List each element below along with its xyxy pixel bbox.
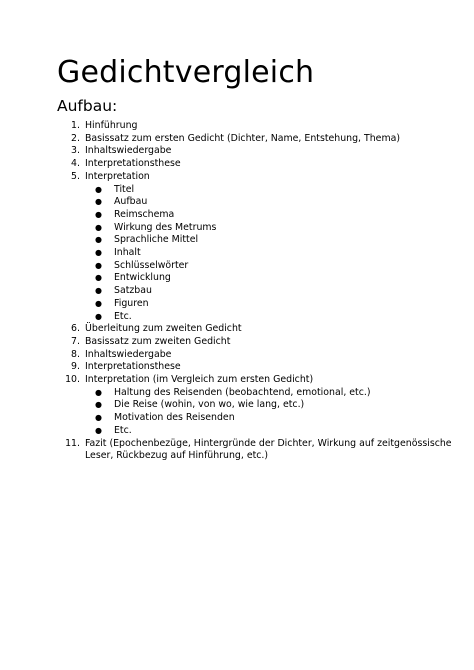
list-item-number: 2.	[71, 132, 80, 144]
list-item-text: Fazit (Epochenbezüge, Hintergründe der Dichter, Wirkung auf zeitgenössische Leser, Rückbezug auf Hinführung, etc.)	[85, 437, 452, 462]
sub-list-item	[57, 425, 457, 438]
sub-list-item-text: Etc.	[114, 310, 132, 322]
list-item-text: Inhaltswiedergabe	[85, 145, 172, 157]
sub-list-item	[57, 285, 457, 298]
list-item-text: Überleitung zum zweiten Gedicht	[85, 323, 242, 335]
sub-list-item	[57, 387, 457, 400]
sub-list-item-text: Satzbau	[114, 285, 152, 297]
bullet-icon: ●	[95, 235, 102, 245]
sub-list-item-text: Inhalt	[114, 247, 141, 259]
list-item-number: 4.	[71, 158, 80, 170]
list-item	[57, 120, 457, 133]
bullet-icon: ●	[95, 400, 102, 410]
bullet-icon: ●	[95, 273, 102, 283]
document-title: Gedichtvergleich	[57, 55, 315, 90]
list-item-number: 9.	[71, 361, 80, 373]
bullet-icon: ●	[95, 184, 102, 194]
list-item	[57, 336, 457, 349]
list-item	[57, 349, 457, 362]
sub-list-item-text: Aufbau	[114, 196, 148, 208]
bullet-icon: ●	[95, 425, 102, 435]
list-item	[57, 374, 457, 387]
sub-list-item-text: Entwicklung	[114, 272, 171, 284]
list-item	[57, 438, 457, 463]
bullet-icon: ●	[95, 413, 102, 423]
list-item-text: Basissatz zum zweiten Gedicht	[85, 335, 231, 347]
list-item-text: Hinführung	[85, 120, 138, 131]
bullet-icon: ●	[95, 248, 102, 258]
sub-list-item-text: Die Reise (wohin, von wo, wie lang, etc.)	[114, 399, 305, 411]
list-item-text: Interpretationsthese	[85, 361, 181, 373]
sub-list-item	[57, 412, 457, 425]
bullet-icon: ●	[95, 260, 102, 270]
list-item	[57, 323, 457, 336]
sub-list-item	[57, 399, 457, 412]
bullet-icon: ●	[95, 298, 102, 308]
list-item	[57, 171, 457, 184]
list-item-number: 10.	[65, 374, 80, 386]
list-item	[57, 133, 457, 146]
sub-list-item	[57, 222, 457, 235]
sub-list-item-text: Wirkung des Metrums	[114, 221, 217, 233]
list-item-text: Basissatz zum ersten Gedicht (Dichter, Name, Entstehung, Thema)	[85, 132, 400, 144]
bullet-icon: ●	[95, 286, 102, 296]
sub-list-item-text: Motivation des Reisenden	[114, 412, 235, 424]
list-item-text: Interpretationsthese	[85, 158, 181, 170]
bullet-icon: ●	[95, 209, 102, 219]
bullet-icon: ●	[95, 222, 102, 232]
sub-list-item-text: Titel	[114, 183, 135, 195]
list-item-number: 7.	[71, 335, 80, 347]
sub-list-item-text: Schlüsselwörter	[114, 259, 189, 271]
sub-list-item-text: Etc.	[114, 424, 132, 436]
sub-list-item-text: Haltung des Reisenden (beobachtend, emotional, etc.)	[114, 386, 371, 398]
bullet-icon: ●	[95, 387, 102, 397]
list-item-number: 5.	[71, 170, 80, 182]
sub-list-item	[57, 234, 457, 247]
sub-list-item-text: Sprachliche Mittel	[114, 234, 199, 246]
bullet-icon: ●	[95, 311, 102, 321]
sub-list-item	[57, 196, 457, 209]
sub-list-item-text: Reimschema	[114, 208, 175, 220]
list-item-number: 6.	[71, 323, 80, 335]
bullet-icon: ●	[95, 197, 102, 207]
outline-list	[57, 120, 457, 463]
list-item-number: 11.	[65, 437, 80, 449]
list-item-number: 1.	[71, 120, 80, 131]
sub-list-item-text: Figuren	[114, 297, 149, 309]
list-item	[57, 158, 457, 171]
list-item	[57, 361, 457, 374]
list-item-number: 3.	[71, 145, 80, 157]
section-heading: Aufbau:	[57, 97, 118, 115]
sub-list-item	[57, 247, 457, 260]
list-item	[57, 145, 457, 158]
sub-list-item	[57, 260, 457, 273]
list-item-number: 8.	[71, 348, 80, 360]
list-item-text: Inhaltswiedergabe	[85, 348, 172, 360]
list-item-text: Interpretation (im Vergleich zum ersten Gedicht)	[85, 374, 314, 386]
sub-list-item	[57, 311, 457, 324]
sub-list-item	[57, 272, 457, 285]
sub-list-item	[57, 298, 457, 311]
list-item-text: Interpretation	[85, 170, 150, 182]
sub-list-item	[57, 184, 457, 197]
sub-list-item	[57, 209, 457, 222]
